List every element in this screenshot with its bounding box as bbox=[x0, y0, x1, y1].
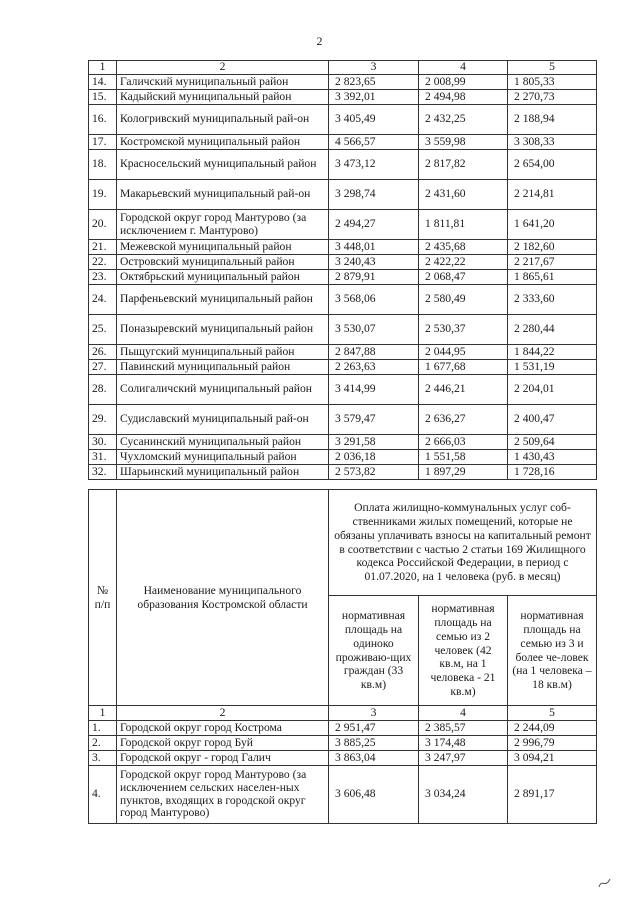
municipality-name: Павинский муниципальный район bbox=[117, 360, 329, 375]
value-family-3: 2 188,94 bbox=[508, 105, 597, 135]
municipality-name: Пыщугский муниципальный район bbox=[117, 345, 329, 360]
value-single: 4 566,57 bbox=[329, 135, 419, 150]
value-single: 2 573,82 bbox=[329, 465, 419, 480]
row-number: 32. bbox=[89, 465, 117, 480]
value-family-3: 2 182,60 bbox=[508, 240, 597, 255]
header-cell-4: 4 bbox=[419, 61, 508, 75]
value-family-2: 1 897,29 bbox=[419, 465, 508, 480]
row-number: 26. bbox=[89, 345, 117, 360]
value-single: 2 823,65 bbox=[329, 75, 419, 90]
row-number: 30. bbox=[89, 435, 117, 450]
value-family-3: 2 204,01 bbox=[508, 375, 597, 405]
column-number-header: № п/п bbox=[89, 490, 117, 706]
row-number: 19. bbox=[89, 180, 117, 210]
municipality-name: Городской округ город Буй bbox=[117, 736, 329, 751]
value-family-3: 2 996,79 bbox=[508, 736, 597, 751]
value-family-2: 2 431,60 bbox=[419, 180, 508, 210]
value-family-3: 2 217,67 bbox=[508, 255, 597, 270]
value-family-2: 2 446,21 bbox=[419, 375, 508, 405]
table-row bbox=[89, 450, 597, 465]
value-family-2: 3 034,24 bbox=[419, 766, 508, 824]
value-family-3: 2 333,60 bbox=[508, 285, 597, 315]
table-row bbox=[89, 435, 597, 450]
table-row bbox=[89, 75, 597, 90]
value-family-3: 1 728,16 bbox=[508, 465, 597, 480]
table-row bbox=[89, 405, 597, 435]
value-single: 2 879,91 bbox=[329, 270, 419, 285]
value-single: 3 291,58 bbox=[329, 435, 419, 450]
municipality-name: Сусанинский муниципальный район bbox=[117, 435, 329, 450]
table-row bbox=[89, 135, 597, 150]
row-number: 14. bbox=[89, 75, 117, 90]
value-family-3: 3 094,21 bbox=[508, 751, 597, 766]
municipality-name: Городской округ город Мантурово (за исключением г. Мантурово) bbox=[117, 210, 329, 240]
row-number: 23. bbox=[89, 270, 117, 285]
municipality-name: Межевской муниципальный район bbox=[117, 240, 329, 255]
table-row bbox=[89, 90, 597, 105]
value-family-2: 2 068,47 bbox=[419, 270, 508, 285]
table-row bbox=[89, 751, 597, 766]
row-number: 31. bbox=[89, 450, 117, 465]
value-family-3: 2 270,73 bbox=[508, 90, 597, 105]
value-family-2: 2 422,22 bbox=[419, 255, 508, 270]
value-single: 3 392,01 bbox=[329, 90, 419, 105]
value-family-3: 1 430,43 bbox=[508, 450, 597, 465]
subheader-family-3: нормативная площадь на семью из 3 и более че-ловек (на 1 человека – 18 кв.м) bbox=[508, 596, 597, 706]
value-family-2: 2 432,25 bbox=[419, 105, 508, 135]
value-family-2: 2 817,82 bbox=[419, 150, 508, 180]
tariff-table-city-districts bbox=[88, 489, 597, 824]
municipality-name: Островский муниципальный район bbox=[117, 255, 329, 270]
value-family-3: 3 308,33 bbox=[508, 135, 597, 150]
row-number: 21. bbox=[89, 240, 117, 255]
header-cell-2: 2 bbox=[117, 706, 329, 721]
value-single: 3 606,48 bbox=[329, 766, 419, 824]
value-family-3: 1 641,20 bbox=[508, 210, 597, 240]
municipality-name: Солигаличский муниципальный район bbox=[117, 375, 329, 405]
table-row bbox=[89, 736, 597, 751]
municipality-name: Октябрьский муниципальный район bbox=[117, 270, 329, 285]
municipality-name: Чухломский муниципальный район bbox=[117, 450, 329, 465]
row-number: 17. bbox=[89, 135, 117, 150]
header-cell-3: 3 bbox=[329, 61, 419, 75]
value-single: 3 414,99 bbox=[329, 375, 419, 405]
value-single: 2 263,63 bbox=[329, 360, 419, 375]
municipality-name: Красносельский муниципальный район bbox=[117, 150, 329, 180]
table-row bbox=[89, 105, 597, 135]
value-family-2: 2 008,99 bbox=[419, 75, 508, 90]
row-number: 28. bbox=[89, 375, 117, 405]
value-family-2: 1 551,58 bbox=[419, 450, 508, 465]
header-cell-5: 5 bbox=[508, 61, 597, 75]
table-row bbox=[89, 150, 597, 180]
payment-group-header: Оплата жилищно-коммунальных услуг соб-ственниками жилых помещений, которые не обязаны уплачивать взносы на капитальный ремонт в соответствии с частью 2 статьи 169 Жилищного кодекса Российской Федерации, в период с 01.07.2020, на 1 человека (руб. в месяц) bbox=[329, 490, 597, 596]
row-number: 2. bbox=[89, 736, 117, 751]
municipality-name: Галичский муниципальный район bbox=[117, 75, 329, 90]
table-row bbox=[89, 345, 597, 360]
row-number: 27. bbox=[89, 360, 117, 375]
value-family-3: 2 891,17 bbox=[508, 766, 597, 824]
municipality-name: Шарьинский муниципальный район bbox=[117, 465, 329, 480]
value-single: 2 494,27 bbox=[329, 210, 419, 240]
table-row bbox=[89, 465, 597, 480]
header-cell-3: 3 bbox=[329, 706, 419, 721]
municipality-name: Поназыревский муниципальный район bbox=[117, 315, 329, 345]
row-number: 20. bbox=[89, 210, 117, 240]
value-single: 3 568,06 bbox=[329, 285, 419, 315]
table-row bbox=[89, 360, 597, 375]
value-family-2: 2 494,98 bbox=[419, 90, 508, 105]
value-single: 3 298,74 bbox=[329, 180, 419, 210]
value-family-2: 2 385,57 bbox=[419, 721, 508, 736]
value-family-2: 3 247,97 bbox=[419, 751, 508, 766]
value-family-3: 2 214,81 bbox=[508, 180, 597, 210]
value-single: 3 863,04 bbox=[329, 751, 419, 766]
value-family-2: 2 580,49 bbox=[419, 285, 508, 315]
value-single: 3 530,07 bbox=[329, 315, 419, 345]
value-single: 3 473,12 bbox=[329, 150, 419, 180]
table-row bbox=[89, 240, 597, 255]
municipality-name: Городской округ город Кострома bbox=[117, 721, 329, 736]
row-number: 29. bbox=[89, 405, 117, 435]
value-single: 2 036,18 bbox=[329, 450, 419, 465]
table-row bbox=[89, 375, 597, 405]
table-row bbox=[89, 285, 597, 315]
value-family-3: 2 244,09 bbox=[508, 721, 597, 736]
table-row bbox=[89, 180, 597, 210]
municipality-name: Костромской муниципальный район bbox=[117, 135, 329, 150]
value-family-2: 3 559,98 bbox=[419, 135, 508, 150]
row-number: 3. bbox=[89, 751, 117, 766]
municipality-name: Макарьевский муниципальный рай-он bbox=[117, 180, 329, 210]
value-family-2: 1 677,68 bbox=[419, 360, 508, 375]
value-single: 3 885,25 bbox=[329, 736, 419, 751]
value-family-3: 1 805,33 bbox=[508, 75, 597, 90]
header-group-row bbox=[89, 490, 597, 596]
subheader-single: нормативная площадь на одиноко проживаю-щих граждан (33 кв.м) bbox=[329, 596, 419, 706]
table-row bbox=[89, 766, 597, 824]
row-number: 4. bbox=[89, 766, 117, 824]
value-family-2: 2 044,95 bbox=[419, 345, 508, 360]
row-number: 25. bbox=[89, 315, 117, 345]
value-single: 3 240,43 bbox=[329, 255, 419, 270]
header-cell-2: 2 bbox=[117, 61, 329, 75]
table-row bbox=[89, 210, 597, 240]
value-family-2: 2 435,68 bbox=[419, 240, 508, 255]
table-row bbox=[89, 255, 597, 270]
value-family-2: 3 174,48 bbox=[419, 736, 508, 751]
signature-mark-icon bbox=[597, 875, 613, 891]
municipality-name: Кологривский муниципальный рай-он bbox=[117, 105, 329, 135]
row-number: 1. bbox=[89, 721, 117, 736]
value-family-2: 2 636,27 bbox=[419, 405, 508, 435]
row-number: 22. bbox=[89, 255, 117, 270]
row-number: 18. bbox=[89, 150, 117, 180]
municipality-name: Городской округ город Мантурово (за исключением сельских населен-ных пунктов, входящих в городской округ город Мантурово) bbox=[117, 766, 329, 824]
value-single: 2 847,88 bbox=[329, 345, 419, 360]
value-family-3: 1 844,22 bbox=[508, 345, 597, 360]
subheader-family-2: нормативная площадь на семью из 2 человек (42 кв.м, на 1 человека - 21 кв.м) bbox=[419, 596, 508, 706]
tariff-table-districts bbox=[88, 60, 597, 480]
value-single: 3 405,49 bbox=[329, 105, 419, 135]
row-number: 24. bbox=[89, 285, 117, 315]
value-family-2: 1 811,81 bbox=[419, 210, 508, 240]
value-family-3: 2 280,44 bbox=[508, 315, 597, 345]
row-number: 15. bbox=[89, 90, 117, 105]
header-cell-1: 1 bbox=[89, 61, 117, 75]
header-cell-1: 1 bbox=[89, 706, 117, 721]
column-name-header: Наименование муниципального образования Костромской области bbox=[117, 490, 329, 706]
row-number: 16. bbox=[89, 105, 117, 135]
table-row bbox=[89, 721, 597, 736]
value-family-3: 2 400,47 bbox=[508, 405, 597, 435]
value-family-3: 2 654,00 bbox=[508, 150, 597, 180]
page-number: 2 bbox=[316, 34, 323, 48]
table-row bbox=[89, 270, 597, 285]
value-single: 3 448,01 bbox=[329, 240, 419, 255]
municipality-name: Судиславский муниципальный рай-он bbox=[117, 405, 329, 435]
table-row bbox=[89, 315, 597, 345]
value-single: 3 579,47 bbox=[329, 405, 419, 435]
header-cell-5: 5 bbox=[508, 706, 597, 721]
value-family-3: 2 509,64 bbox=[508, 435, 597, 450]
value-family-3: 1 531,19 bbox=[508, 360, 597, 375]
municipality-name: Парфеньевский муниципальный район bbox=[117, 285, 329, 315]
table-header-row bbox=[89, 706, 597, 721]
municipality-name: Кадыйский муниципальный район bbox=[117, 90, 329, 105]
table-header-row bbox=[89, 61, 597, 75]
value-family-3: 1 865,61 bbox=[508, 270, 597, 285]
value-family-2: 2 666,03 bbox=[419, 435, 508, 450]
municipality-name: Городской округ - город Галич bbox=[117, 751, 329, 766]
header-cell-4: 4 bbox=[419, 706, 508, 721]
value-single: 2 951,47 bbox=[329, 721, 419, 736]
value-family-2: 2 530,37 bbox=[419, 315, 508, 345]
